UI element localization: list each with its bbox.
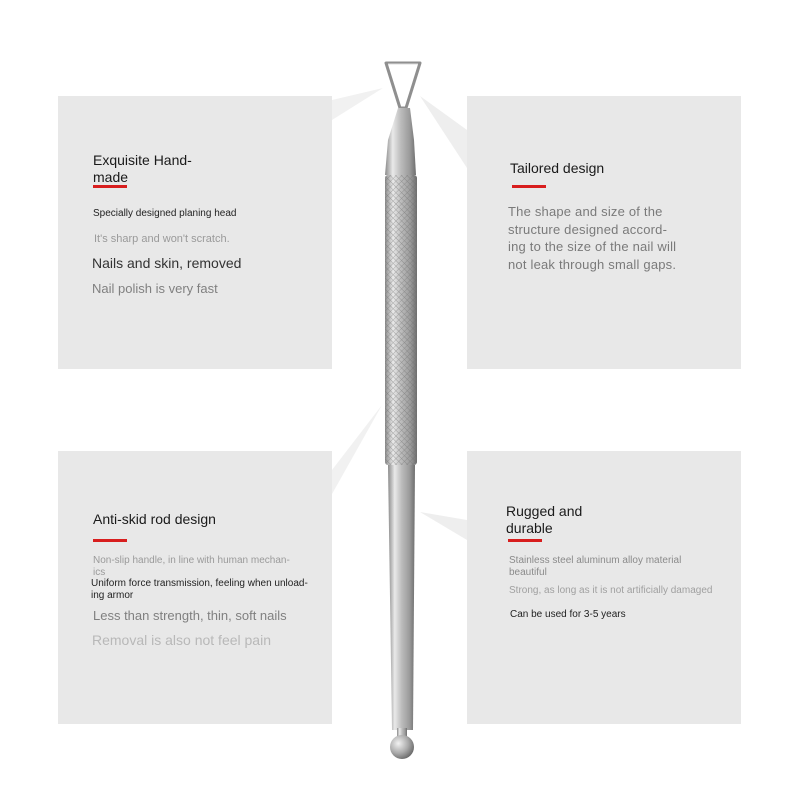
loop-tip <box>386 63 420 108</box>
feature-text: Nails and skin, removed <box>92 255 242 271</box>
accent-bar <box>508 539 542 542</box>
feature-text: Removal is also not feel pain <box>92 632 271 648</box>
connector-wedge <box>332 405 382 494</box>
tool-neck <box>385 108 416 175</box>
feature-text: Specially designed planing head <box>93 208 237 219</box>
accent-bar <box>93 185 127 188</box>
feature-title-tailored: Tailored design <box>510 160 605 176</box>
feature-text: It's sharp and won't scratch. <box>94 233 230 245</box>
feature-text: Uniform force transmission, feeling when unload- ing armor <box>91 578 308 601</box>
feature-text: Non-slip handle, in line with human mechan- ics <box>93 555 290 578</box>
feature-body: The shape and size of the structure designed accord- ing to the size of the nail will not leak through small gaps. <box>508 204 677 272</box>
knurled-grip <box>385 175 417 465</box>
connector-wedge <box>420 96 467 168</box>
feature-title-antiskid: Anti-skid rod design <box>93 511 216 527</box>
connector-wedge <box>420 512 467 540</box>
accent-bar <box>512 185 546 188</box>
tool-shaft <box>388 465 415 730</box>
accent-bar <box>93 539 127 542</box>
ball-tip <box>390 735 414 759</box>
feature-text: Nail polish is very fast <box>92 281 218 296</box>
connector-wedge <box>332 88 383 120</box>
feature-title-handmade: Exquisite Hand- made <box>93 152 192 185</box>
feature-text: Can be used for 3-5 years <box>510 609 626 620</box>
feature-text: Strong, as long as it is not artificially damaged <box>509 585 713 596</box>
feature-title-rugged: Rugged and durable <box>506 503 583 536</box>
feature-text: Less than strength, thin, soft nails <box>93 608 287 623</box>
feature-text: Stainless steel aluminum alloy material beautiful <box>509 555 682 578</box>
